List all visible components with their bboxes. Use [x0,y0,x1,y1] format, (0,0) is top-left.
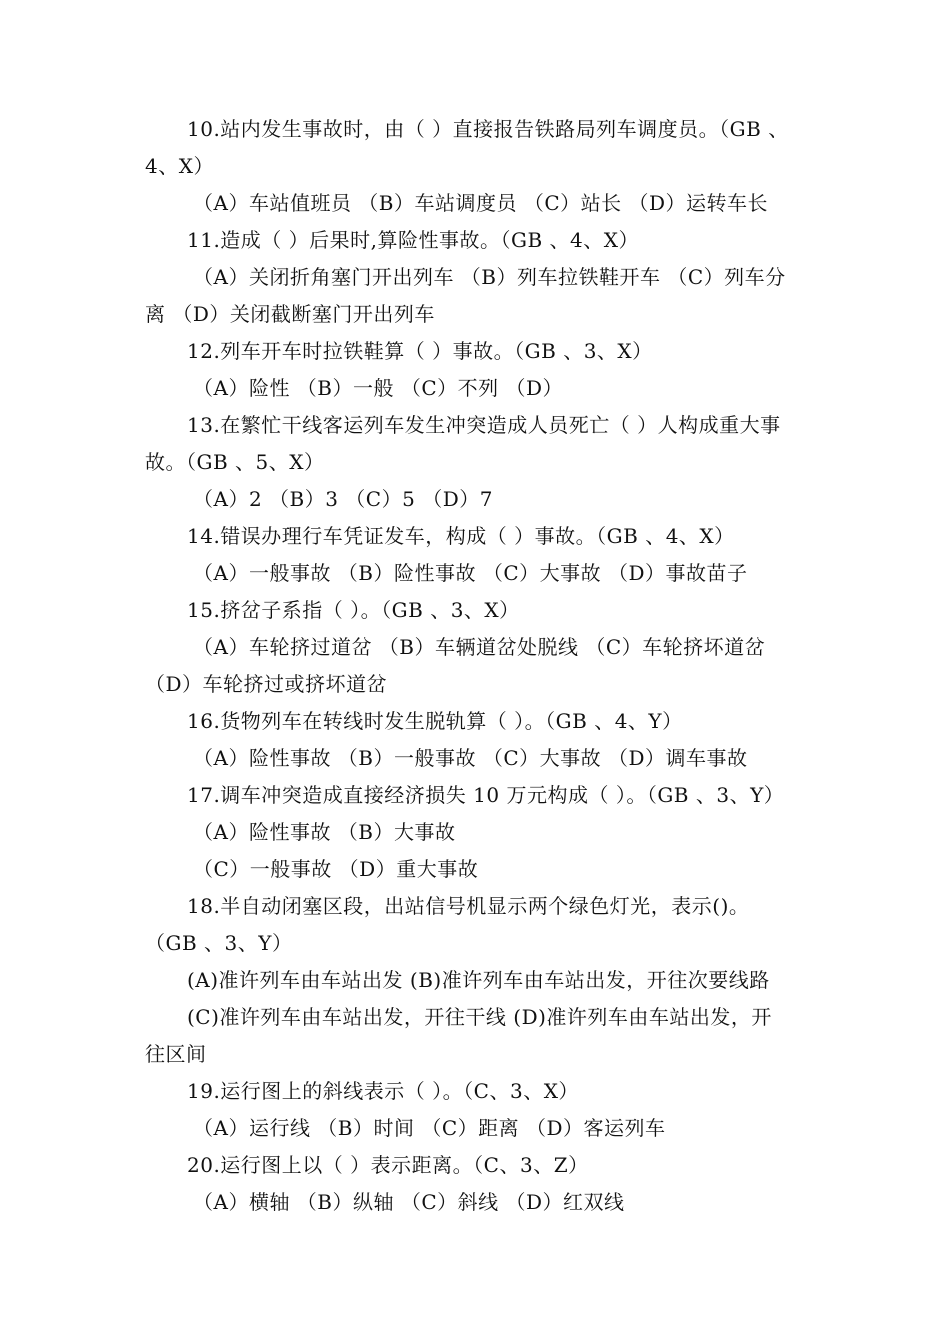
question-14: 14.错误办理行车凭证发车，构成（ ）事故。（GB 、4、X） [187,524,735,548]
options-12: （A）险性 （B）一般 （C）不列 （D） [193,376,564,400]
question-17: 17.调车冲突造成直接经济损失 10 万元构成（ ）。（GB 、3、Y） [187,783,785,807]
question-12: 12.列车开车时拉铁鞋算（ ）事故。（GB 、3、X） [187,339,653,363]
options-15-cont: （D）车轮挤过或挤坏道岔 [145,672,388,696]
options-16: （A）险性事故 （B）一般事故 （C）大事故 （D）调车事故 [193,746,748,770]
options-18-line-1: (A)准许列车由车站出发 (B)准许列车由车站出发，开往次要线路 [187,968,770,992]
question-10-cont: 4、X） [145,154,214,178]
question-20: 20.运行图上以（ ）表示距离。（C、3、Z） [187,1153,589,1177]
options-11: （A）关闭折角塞门开出列车 （B）列车拉铁鞋开车 （C）列车分 [193,265,786,289]
options-17-line-1: （A）险性事故 （B）大事故 [193,820,456,844]
question-15: 15.挤岔子系指（ ）。（GB 、3、X） [187,598,520,622]
question-10: 10.站内发生事故时，由（ ）直接报告铁路局列车调度员。（GB 、 [187,117,789,141]
question-13: 13.在繁忙干线客运列车发生冲突造成人员死亡（ ）人构成重大事 [187,413,781,437]
options-14: （A）一般事故 （B）险性事故 （C）大事故 （D）事故苗子 [193,561,748,585]
options-15: （A）车轮挤过道岔 （B）车辆道岔处脱线 （C）车轮挤坏道岔 [193,635,766,659]
options-10: （A）车站值班员 （B）车站调度员 （C）站长 （D）运转车长 [193,191,769,215]
question-19: 19.运行图上的斜线表示（ ）。（C、3、X） [187,1079,579,1103]
options-17-line-2: （C）一般事故 （D）重大事故 [193,857,479,881]
options-19: （A）运行线 （B）时间 （C）距离 （D）客运列车 [193,1116,666,1140]
options-18-line-2: (C)准许列车由车站出发，开往干线 (D)准许列车由车站出发，开 [187,1005,772,1029]
options-20: （A）横轴 （B）纵轴 （C）斜线 （D）红双线 [193,1190,625,1214]
question-16: 16.货物列车在转线时发生脱轨算（ ）。（GB 、4、Y） [187,709,683,733]
options-11-cont: 离 （D）关闭截断塞门开出列车 [145,302,435,326]
question-18-cont: （GB 、3、Y） [145,931,293,955]
options-18-cont: 往区间 [145,1042,207,1066]
question-11: 11.造成（ ）后果时,算险性事故。（GB 、4、X） [187,228,640,252]
options-13: （A）2 （B）3 （C）5 （D）7 [193,487,493,511]
question-18: 18.半自动闭塞区段，出站信号机显示两个绿色灯光，表示()。 [187,894,750,918]
question-13-cont: 故。（GB 、5、X） [145,450,325,474]
